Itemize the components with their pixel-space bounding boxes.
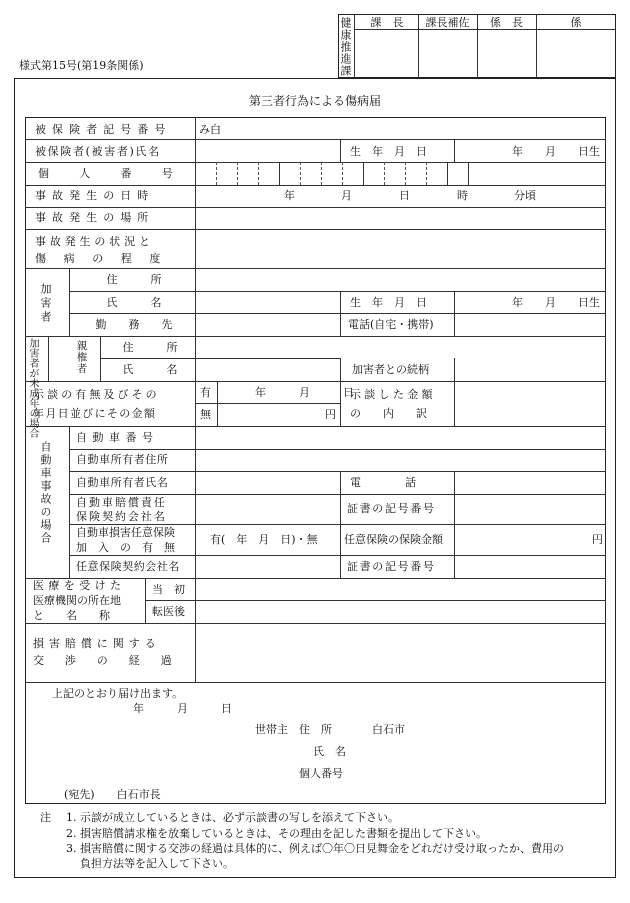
label-medical-1: 医療を受けた: [33, 579, 126, 592]
label-accident-status: 事故発生の状況と: [35, 235, 154, 248]
value-insurance-no[interactable]: み白: [199, 123, 221, 136]
label-accident-place: 事故発生の場所: [35, 211, 155, 224]
label-car-group: 自動車事故の場合: [39, 441, 52, 545]
label-minor-name: 氏 名: [122, 363, 178, 376]
label-owner-name: 自動車所有者氏名: [76, 476, 169, 489]
label-liability-insurance: 自動車賠償責任: [76, 496, 167, 509]
declaration-date[interactable]: 年 月 日: [133, 702, 232, 715]
settlement-date[interactable]: 年 月 日: [255, 386, 354, 399]
label-car-no: 自動車番号: [76, 431, 159, 444]
label-cert-no: 証書の記号番号: [347, 502, 436, 515]
label-minor-address: 住 所: [122, 341, 178, 354]
label-settlement-date-amount: 年月日並びにその金額: [33, 407, 157, 420]
label-minor-group: 加害者が未成年の場合: [27, 338, 38, 438]
stamp-col-deputy: 課長補佐: [425, 16, 470, 29]
label-assailant-birth: 生 年 月 日: [350, 296, 427, 309]
label-minor-relation: 加害者との続柄: [352, 363, 429, 376]
value-assailant-birth[interactable]: 年 月 日生: [512, 296, 600, 309]
stamp-dept: 健康推進課: [339, 17, 352, 77]
label-medical-2: 医療機関の所在地: [33, 594, 121, 607]
label-guardian: 親権者: [75, 340, 88, 375]
label-settlement-breakdown: の 内 訳: [350, 407, 427, 420]
label-injury-degree: 傷 病 の 程 度: [35, 252, 164, 265]
label-insurance-no: 被保険者記号番号: [35, 123, 172, 136]
label-optional-company: 任意保険契約会社名: [76, 560, 180, 573]
declaration-text: 上記のとおり届け出ます。: [52, 687, 184, 700]
settlement-yes[interactable]: 有: [200, 386, 211, 399]
note-3: 3. 損害賠償に関する交渉の経過は具体的に、例えば〇年〇日見舞金をどれだけ受け取ったか、費用の: [66, 842, 564, 855]
label-medical-first: 当 初: [152, 583, 185, 596]
optional-amount-yen: 円: [592, 533, 603, 546]
datetime-hour: 時: [457, 189, 468, 202]
label-assailant-workplace: 勤 務 先: [95, 318, 173, 331]
label-medical-3: と 名 称: [33, 609, 110, 622]
label-assailant-group: 加害者: [39, 283, 52, 325]
label-settlement-amount: 示談した金額: [350, 388, 436, 401]
value-householder-city[interactable]: 白石市: [372, 723, 405, 736]
label-optional-membership: 加 入 の 有 無: [76, 541, 175, 554]
label-liability-company: 保険契約会社名: [76, 510, 167, 523]
value-optional-insurance[interactable]: 有( 年 月 日)・無: [210, 533, 318, 546]
value-insured-birth[interactable]: 年 月 日生: [512, 145, 600, 158]
addressee: (宛先) 白石市長: [64, 788, 161, 801]
datetime-day: 日: [399, 189, 410, 202]
stamp-col-chief: 係 長: [490, 16, 523, 29]
datetime-year: 年: [284, 189, 295, 202]
label-assailant-name: 氏 名: [106, 296, 162, 309]
note-3-cont: 負担方法等を記入して下さい。: [80, 857, 234, 870]
settlement-yen: 円: [325, 408, 336, 421]
form-title: 第三者行為による傷病届: [248, 94, 381, 108]
datetime-month: 月: [341, 189, 352, 202]
label-insured-birth: 生 年 月 日: [350, 145, 427, 158]
label-insured-name: 被保険者(被害者)氏名: [35, 145, 161, 158]
label-negotiation-2: 交 渉 の 経 過: [33, 654, 177, 667]
label-negotiation-1: 損害賠償に関する: [33, 637, 161, 650]
label-owner-address: 自動車所有者住所: [76, 453, 169, 466]
label-assailant-phone: 電話(自宅・携帯): [348, 318, 434, 331]
label-medical-transfer: 転医後: [152, 605, 185, 618]
label-assailant-address: 住 所: [106, 273, 162, 286]
note-1: 1. 示談が成立しているときは、必ず示談書の写しを添えて下さい。: [66, 811, 399, 824]
stamp-col-staff: 係: [570, 16, 582, 29]
form-number: 様式第15号(第19条関係): [19, 59, 144, 72]
datetime-minute: 分頃: [514, 189, 536, 202]
label-optional-insurance: 自動車損害任意保険: [76, 526, 175, 539]
note-2: 2. 損害賠償請求権を放棄しているときは、その理由を記した書類を提出して下さい。: [66, 827, 487, 840]
label-personal-no: 個 人 番 号: [38, 167, 176, 180]
label-householder-address: 世帯主 住 所: [255, 723, 332, 736]
label-cert-no-2: 証書の記号番号: [347, 560, 436, 573]
label-settlement: 示談の有無及びその: [33, 388, 160, 401]
label-householder-personal-no: 個人番号: [299, 767, 343, 780]
settlement-no[interactable]: 無: [200, 408, 211, 421]
label-householder-name: 氏 名: [313, 745, 346, 758]
label-accident-datetime: 事故発生の日時: [35, 189, 155, 202]
label-owner-phone: 電 話: [350, 476, 416, 489]
stamp-col-section-chief: 課 長: [370, 16, 404, 29]
notes-head: 注: [40, 811, 51, 824]
label-optional-amount: 任意保険の保険金額: [344, 533, 443, 546]
